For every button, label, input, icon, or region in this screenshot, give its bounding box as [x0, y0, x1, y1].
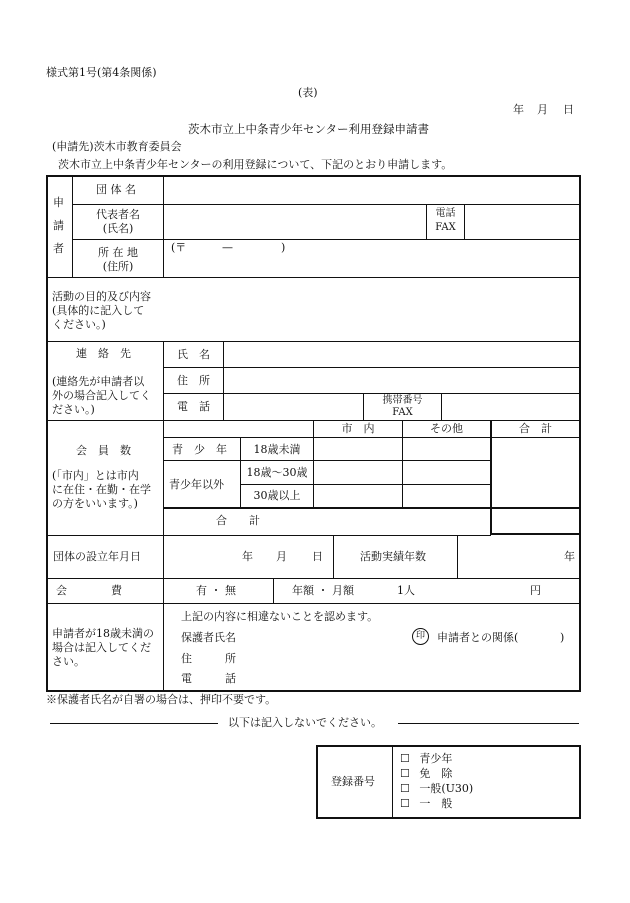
registration-number-label: 登録番号: [331, 775, 375, 788]
purpose-label-line2: (具体的に記入して: [52, 304, 145, 317]
members-note-line2: に在住・在勤・在学: [52, 483, 151, 496]
guardian-address-field[interactable]: [245, 649, 575, 668]
over30-label: 30歳以上: [253, 489, 301, 502]
established-label: 団体の設立年月日: [53, 550, 141, 563]
phone-label: 電話: [435, 208, 456, 219]
fee-label: 会 費: [56, 584, 122, 597]
group-name-field[interactable]: [164, 177, 579, 203]
form-number: 様式第1号(第4条関係): [46, 66, 157, 79]
rep-name-sublabel: (氏名): [102, 222, 134, 235]
checkbox-icon[interactable]: ☐: [400, 752, 410, 765]
checkbox-icon[interactable]: ☐: [400, 782, 410, 795]
contact-phone-field[interactable]: [224, 394, 362, 419]
registration-option-exempt[interactable]: [400, 767, 452, 781]
addressee: (申請先)茨木市教育委員会: [52, 140, 182, 153]
age18-30-other-field[interactable]: [403, 461, 490, 484]
guardian-relation-close: ): [560, 631, 565, 644]
date-year-label: 年: [513, 103, 524, 116]
fee-yes-no[interactable]: 有 ・ 無: [196, 584, 236, 597]
option-label: 一般(U30): [419, 782, 474, 795]
fee-per-person: 1人: [397, 584, 415, 597]
phone-fax-field[interactable]: [465, 205, 579, 238]
purpose-label-line1: 活動の目的及び内容: [52, 290, 151, 303]
over30-city-field[interactable]: [314, 485, 402, 507]
contact-note-line1: (連絡先が申請者以: [52, 375, 145, 388]
contact-phone-label: 電 話: [177, 400, 210, 413]
group-name-label: 団 体 名: [96, 183, 136, 196]
contact-fax-label: FAX: [392, 407, 413, 418]
divider-right: [398, 723, 579, 724]
rep-name-label: 代表者名: [96, 208, 140, 221]
established-day-label: 日: [312, 550, 323, 563]
fax-label: FAX: [435, 222, 456, 233]
postal-close: ): [281, 241, 286, 254]
contact-address-label: 住 所: [177, 374, 210, 387]
option-label: 免 除: [419, 767, 453, 780]
date-month-label: 月: [537, 103, 548, 116]
contact-note-line3: ださい。): [52, 403, 95, 416]
divider-text: 以下は記入しないでください。: [228, 716, 382, 729]
fee-amount-field[interactable]: [416, 580, 528, 602]
option-label: 一 般: [419, 797, 453, 810]
postal-dash: —: [222, 241, 233, 254]
activity-years-field[interactable]: [458, 536, 560, 577]
contact-name-field[interactable]: [224, 342, 579, 366]
divider-left: [50, 723, 218, 724]
guardian-label-line2: 場合は記入してくだ: [52, 641, 151, 654]
established-month-label: 月: [276, 550, 287, 563]
contact-note-line2: 外の場合記入してく: [52, 389, 151, 402]
address-field[interactable]: [164, 240, 579, 276]
col-other-header: その他: [430, 422, 463, 435]
option-label: 青少年: [419, 752, 453, 765]
guardian-name-field[interactable]: [245, 627, 405, 647]
age18-30-city-field[interactable]: [314, 461, 402, 484]
registration-option-general[interactable]: [400, 797, 452, 811]
contact-name-label: 氏 名: [177, 348, 210, 361]
guardian-address-label: 住 所: [181, 652, 236, 665]
members-title: 会 員 数: [76, 444, 131, 457]
members-total-label: 合 計: [216, 514, 260, 527]
under18-city-field[interactable]: [314, 438, 402, 460]
over30-other-field[interactable]: [403, 485, 490, 507]
col-city-header: 市 内: [341, 422, 375, 435]
fee-annual-monthly[interactable]: 年額 ・ 月額: [292, 584, 354, 597]
seal-mark: 印: [412, 628, 429, 645]
under18-label: 18歳未満: [253, 443, 301, 456]
youth-label: 青 少 年: [172, 443, 227, 456]
rep-name-field[interactable]: [164, 205, 425, 238]
footnote: ※保護者氏名が自署の場合は、押印不要です。: [46, 693, 277, 706]
guardian-label-line3: さい。: [52, 655, 85, 668]
mobile-fax-field[interactable]: [442, 394, 579, 419]
checkbox-icon[interactable]: ☐: [400, 797, 410, 810]
under18-other-field[interactable]: [403, 438, 490, 460]
established-date-field[interactable]: [164, 536, 332, 577]
activity-years-label: 活動実績年数: [360, 550, 426, 563]
members-total-column-field[interactable]: [492, 438, 579, 507]
postal-prefix: (〒: [171, 241, 187, 254]
registration-option-youth[interactable]: [400, 752, 452, 766]
fee-yen-unit: 円: [530, 584, 541, 597]
col-total-header: 合 計: [519, 422, 552, 435]
applicant-label-2: 請: [53, 219, 64, 232]
applicant-label-1: 申: [53, 196, 64, 209]
contact-title: 連 絡 先: [76, 347, 131, 360]
mobile-label: 携帯番号: [382, 395, 423, 406]
activity-years-unit: 年: [564, 550, 575, 563]
page-title: 茨木市立上中条青少年センター利用登録申請書: [188, 122, 430, 136]
purpose-field[interactable]: [170, 278, 579, 340]
age18-30-label: 18歳〜30歳: [246, 466, 308, 479]
date-day-label: 日: [563, 103, 574, 116]
address-sublabel: (住所): [102, 260, 134, 273]
contact-address-field[interactable]: [224, 368, 579, 392]
guardian-consent: 上記の内容に相違ないことを認めます。: [181, 610, 379, 623]
established-year-label: 年: [242, 550, 253, 563]
members-note-line1: (「市内」とは市内: [52, 469, 139, 482]
checkbox-icon[interactable]: ☐: [400, 767, 410, 780]
guardian-phone-label: 電 話: [181, 672, 236, 685]
guardian-label-line1: 申請者が18歳未満の: [52, 627, 154, 640]
registration-option-general-u30[interactable]: [400, 782, 473, 796]
side-label: (表): [298, 86, 318, 99]
intro-text: 茨木市立上中条青少年センターの利用登録について、下記のとおり申請します。: [58, 158, 453, 171]
applicant-label-3: 者: [53, 242, 64, 255]
members-note-line3: の方をいいます。): [52, 497, 138, 510]
guardian-name-label: 保護者氏名: [181, 631, 236, 644]
guardian-phone-field[interactable]: [245, 669, 575, 688]
guardian-relation-field[interactable]: [527, 627, 557, 647]
non-youth-label: 青少年以外: [169, 478, 224, 491]
members-total-field[interactable]: [314, 510, 489, 534]
address-label: 所 在 地: [98, 246, 138, 259]
purpose-label-line3: ください。): [52, 318, 106, 331]
guardian-relation-label: 申請者との関係(: [437, 631, 519, 644]
